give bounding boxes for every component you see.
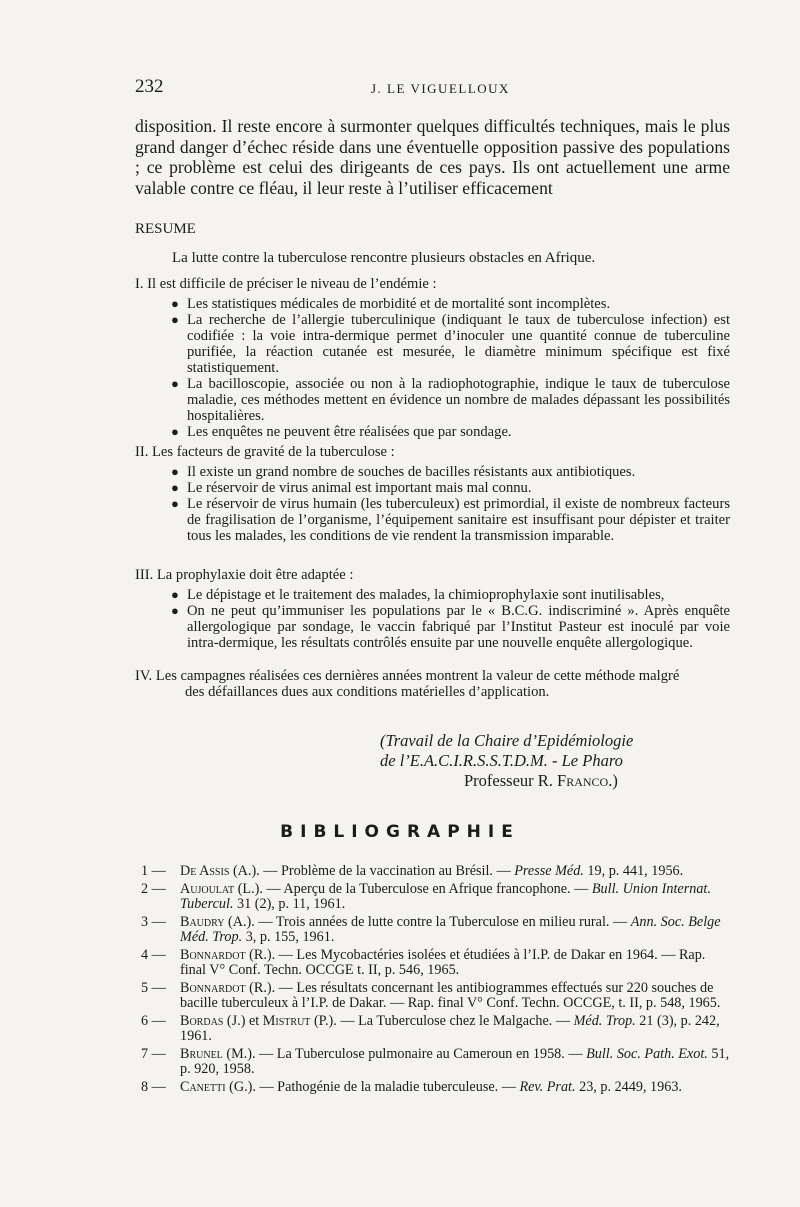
bibliography-entry [135, 1080, 730, 1096]
ref-title: (L.). — Aperçu de la Tuberculose en Afrique francophone. — [234, 880, 592, 897]
ref-title: (J.) et [223, 1012, 263, 1029]
ref-journal: Ann. Soc. Belge Méd. Trop. [180, 913, 721, 945]
ref-number: 8 — [141, 1078, 166, 1095]
bullet-text: Le réservoir de virus humain (les tuberculeux) est primordial, il existe de nombreux facteurs de fragilisation de l’organisme, l’équipement sanitaire est insuffisant pour dépister et traiter tous les malades, les conditions de vie rendent la transmission imparable. [187, 496, 730, 544]
ref-author: De Assis [180, 863, 230, 879]
list-item [135, 464, 730, 480]
ref-author: Bordas [180, 1012, 224, 1029]
ref-number: 7 — [141, 1045, 166, 1062]
bibliography-entry [135, 981, 730, 1012]
section-title: III. La prophylaxie doit être adaptée : [135, 567, 354, 583]
ref-journal: Presse Méd. [514, 863, 584, 879]
list-item [135, 603, 730, 651]
ref-author: Bonnardot [180, 946, 246, 963]
section-2 [135, 444, 730, 544]
ref-details: 31 (2), p. 11, 1961. [233, 896, 346, 912]
ref-author: Bonnardot [180, 979, 246, 996]
page-header [135, 76, 730, 100]
signature-prefix: Professeur R. [464, 771, 558, 790]
bibliography-entry [135, 948, 730, 979]
ref-number: 4 — [141, 946, 166, 963]
bullet-icon: ● [171, 496, 179, 511]
intro-text: disposition. Il reste encore à surmonter quelques difficultés techniques, mais le plus grand danger d’échec réside dans une éventuelle opposition passive des populations ; ce problème est celui des dirigeants de ces pays. Ils ont actuellement une arme valable contre ce fléau, il leur reste à l’utiliser efficacement [135, 116, 730, 198]
ref-title: (M.). — La Tuberculose pulmonaire au Cameroun en 1958. — [222, 1045, 587, 1062]
ref-author: Brunel [180, 1045, 223, 1062]
bullet-icon: ● [171, 480, 179, 495]
bullet-text: On ne peut qu’immuniser les populations par le « B.C.G. indiscriminé ». Après enquête allergologique par sondage, le vaccin fabriqué par l’Institut Pasteur est inoculé par voie intra-dermique, les résultats contrôlés ensuite par une nouvelle enquête allergologique. [187, 603, 730, 651]
ref-details: 21 (3), p. 242, 1961. [180, 1012, 720, 1044]
bullet-text: Les statistiques médicales de morbidité et de mortalité sont incomplètes. [187, 296, 611, 312]
bullet-text: La bacilloscopie, associée ou non à la radiophotographie, indique le taux de tuberculose maladie, ces méthodes mettent en évidence un nombre de malades dépassant les possibilités hospitalières. [187, 376, 730, 424]
signature-suffix: .) [608, 771, 618, 790]
ref-number: 2 — [141, 880, 166, 897]
section-title: I. Il est difficile de préciser le niveau de l’endémie : [135, 276, 437, 292]
ref-title: (G.). — Pathogénie de la maladie tuberculeuse. — [225, 1078, 520, 1095]
bullet-icon: ● [171, 464, 179, 479]
ref-number: 3 — [141, 913, 166, 930]
list-item [135, 296, 730, 312]
ref-title: (P.). — La Tuberculose chez le Malgache. — [310, 1012, 574, 1029]
ref-number: 5 — [141, 979, 166, 996]
section-3 [135, 567, 730, 651]
ref-number: 1 — [141, 863, 166, 879]
bibliography-list [135, 864, 730, 1097]
bullet-text: Il existe un grand nombre de souches de bacilles résistants aux antibiotiques. [187, 464, 636, 480]
list-item [135, 480, 730, 496]
bullet-icon: ● [171, 587, 179, 602]
resume-heading: RESUME [135, 221, 196, 237]
bullet-icon: ● [171, 376, 179, 391]
intro-paragraph [135, 116, 730, 198]
bibliography-entry [135, 1014, 730, 1045]
ref-title: (R.). — Les Mycobactéries isolées et étudiées à l’I.P. de Dakar en 1964. — Rap. final V° Conf. Techn. OCCGE t. II, p. 546, 1965. [180, 946, 706, 978]
section-title: II. Les facteurs de gravité de la tuberculose : [135, 444, 395, 460]
section-1 [135, 276, 730, 440]
list-item [135, 424, 730, 440]
bullet-icon: ● [171, 603, 179, 618]
running-title: J. LE VIGUELLOUX [371, 81, 510, 96]
signature-line: de l’E.A.C.I.R.S.S.T.D.M. - Le Pharo [380, 751, 623, 770]
ref-journal: Bull. Soc. Path. Exot. [586, 1045, 708, 1062]
bibliography-entry [135, 915, 730, 946]
signature-line: (Travail de la Chaire d’Epidémiologie [380, 731, 634, 750]
list-item [135, 376, 730, 424]
bullet-text: La recherche de l’allergie tuberculinique (indiquant le taux de tuberculose infection) est codifiée : la voie intra-dermique permet d’inoculer une quantité connue de tuberculine purifiée, la réaction cutanée est mesurée, le diamètre minimum spécifique est fixé statistiquement. [187, 312, 730, 376]
signature-professor [380, 771, 730, 791]
list-item [135, 587, 730, 603]
bullet-text: Les enquêtes ne peuvent être réalisées que par sondage. [187, 424, 512, 440]
bibliography-entry [135, 1047, 730, 1078]
bullet-list [135, 296, 730, 440]
page-number: 232 [135, 76, 164, 97]
ref-author: Mistrut [262, 1012, 311, 1029]
bullet-icon: ● [171, 296, 179, 311]
section-title: IV. Les campagnes réalisées ces dernières années montrent la valeur de cette méthode malgré [135, 668, 680, 684]
ref-details: 19, p. 441, 1956. [583, 863, 684, 879]
ref-details: 51, p. 920, 1958. [180, 1045, 730, 1077]
ref-author: Baudry [180, 913, 225, 930]
professor-name: Franco [557, 771, 609, 790]
list-item [135, 496, 730, 544]
section-4 [135, 668, 730, 700]
bibliography-entry [135, 882, 730, 913]
bullet-list [135, 464, 730, 544]
bullet-icon: ● [171, 424, 179, 439]
ref-title: (R.). — Les résultats concernant les antibiogrammes effectués sur 220 souches de bacille tuberculeux à l’I.P. de Dakar. — Rap. final V° Conf. Techn. OCCGE, t. II, p. 548, 1965. [180, 979, 721, 1011]
ref-journal: Rev. Prat. [519, 1078, 576, 1095]
resume-lead: La lutte contre la tuberculose rencontre plusieurs obstacles en Afrique. [172, 250, 596, 266]
ref-title: (A.). — Problème de la vaccination au Brésil. — [229, 863, 515, 879]
ref-details: 23, p. 2449, 1963. [575, 1078, 682, 1095]
list-item [135, 312, 730, 376]
ref-journal: Méd. Trop. [573, 1012, 636, 1029]
section-continuation: des défaillances dues aux conditions matérielles d’application. [185, 684, 550, 700]
bullet-list [135, 587, 730, 651]
bullet-text: Le dépistage et le traitement des malades, la chimioprophylaxie sont inutilisables, [187, 587, 665, 603]
ref-title: (A.). — Trois années de lutte contre la Tuberculose en milieu rural. — [224, 913, 631, 930]
ref-author: Canetti [180, 1078, 226, 1095]
bullet-text: Le réservoir de virus animal est important mais mal connu. [187, 480, 532, 496]
ref-journal: Bull. Union Internat. Tubercul. [180, 880, 711, 912]
ref-details: 3, p. 155, 1961. [242, 929, 335, 945]
signature-block [380, 731, 730, 791]
bibliography-heading: BIBLIOGRAPHIE [280, 822, 520, 842]
bullet-icon: ● [171, 312, 179, 327]
bibliography-entry [135, 864, 730, 880]
ref-number: 6 — [141, 1012, 166, 1029]
ref-author: Aujoulat [180, 880, 235, 897]
